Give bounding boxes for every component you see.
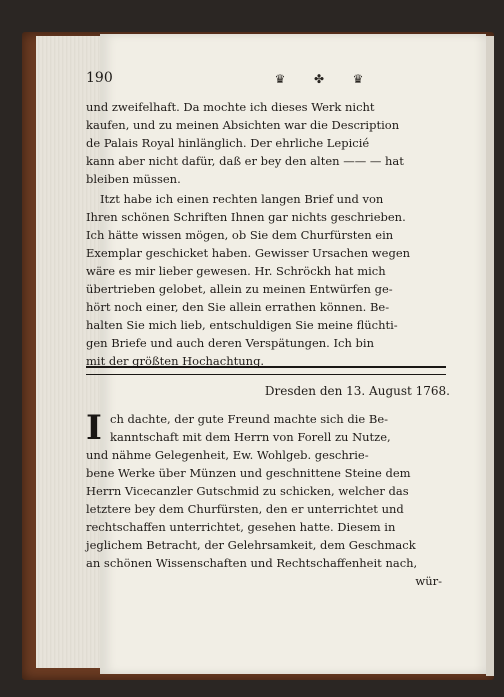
text-line: Herrn Vicecanzler Gutschmid zu schicken, welcher das bbox=[86, 484, 409, 498]
text-line: wäre es mir lieber gewesen. Hr. Schröckh hat mich bbox=[86, 264, 386, 278]
text-line: Itzt habe ich einen rechten langen Brief und von bbox=[100, 192, 384, 206]
text-line: bene Werke über Münzen und geschnittene Steine dem bbox=[86, 466, 411, 480]
catchword: wür- bbox=[415, 574, 442, 588]
text-line: gen Briefe und auch deren Verspätungen. Ich bin bbox=[86, 336, 374, 350]
letter-body bbox=[86, 410, 452, 590]
crown-ornament-icon: ♛ bbox=[274, 72, 286, 86]
text-line: letztere bey dem Churfürsten, den er unterrichtet und bbox=[86, 502, 404, 516]
text-line: Ich hätte wissen mögen, ob Sie dem Churfürsten ein bbox=[86, 228, 394, 242]
text-line: halten Sie mich lieb, entschuldigen Sie meine flüchti- bbox=[86, 318, 398, 332]
drop-cap: I bbox=[86, 408, 102, 448]
text-line: bleiben müssen. bbox=[86, 172, 181, 186]
paragraph-closing bbox=[86, 190, 452, 370]
text-line: jeglichem Betracht, der Gelehrsamkeit, dem Geschmack bbox=[86, 538, 416, 552]
text-line: und zweifelhaft. Da mochte ich dieses Werk nicht bbox=[86, 100, 375, 114]
text-line: an schönen Wissenschaften und Rechtschaffenheit nach, bbox=[86, 556, 418, 570]
page-header bbox=[86, 70, 386, 92]
facing-page-edge bbox=[486, 36, 494, 676]
text-line: übertrieben gelobet, allein zu meinen Entwürfen ge- bbox=[86, 282, 393, 296]
text-line: kaufen, und zu meinen Absichten war die Description bbox=[86, 118, 400, 132]
text-line: Exemplar geschicket haben. Gewisser Ursachen wegen bbox=[86, 246, 411, 260]
text-line: Ihren schönen Schriften Ihnen gar nichts geschrieben. bbox=[86, 210, 406, 224]
text-line: rechtschaffen unterrichtet, gesehen hatte. Diesem in bbox=[86, 520, 396, 534]
text-line: de Palais Royal hinlänglich. Der ehrliche Lepicié bbox=[86, 136, 370, 150]
crown-ornament-icon: ♛ bbox=[352, 72, 364, 86]
text-line: hört noch einer, den Sie allein errathen können. Be- bbox=[86, 300, 390, 314]
paragraph-continuation bbox=[86, 98, 452, 188]
flower-ornament-icon: ✤ bbox=[313, 72, 325, 86]
page-number: 190 bbox=[86, 70, 113, 86]
section-divider bbox=[86, 366, 446, 375]
letter-dateline: Dresden den 13. August 1768. bbox=[264, 384, 450, 398]
text-line: kann aber nicht dafür, daß er bey den alten —— — hat bbox=[86, 154, 404, 168]
text-line: mit der größten Hochachtung. bbox=[86, 354, 265, 368]
text-line: kanntschaft mit dem Herrn von Forell zu Nutze, bbox=[110, 430, 391, 444]
text-line: ch dachte, der gute Freund machte sich die Be- bbox=[110, 412, 389, 426]
text-line: und nähme Gelegenheit, Ew. Wohlgeb. geschrie- bbox=[86, 448, 369, 462]
